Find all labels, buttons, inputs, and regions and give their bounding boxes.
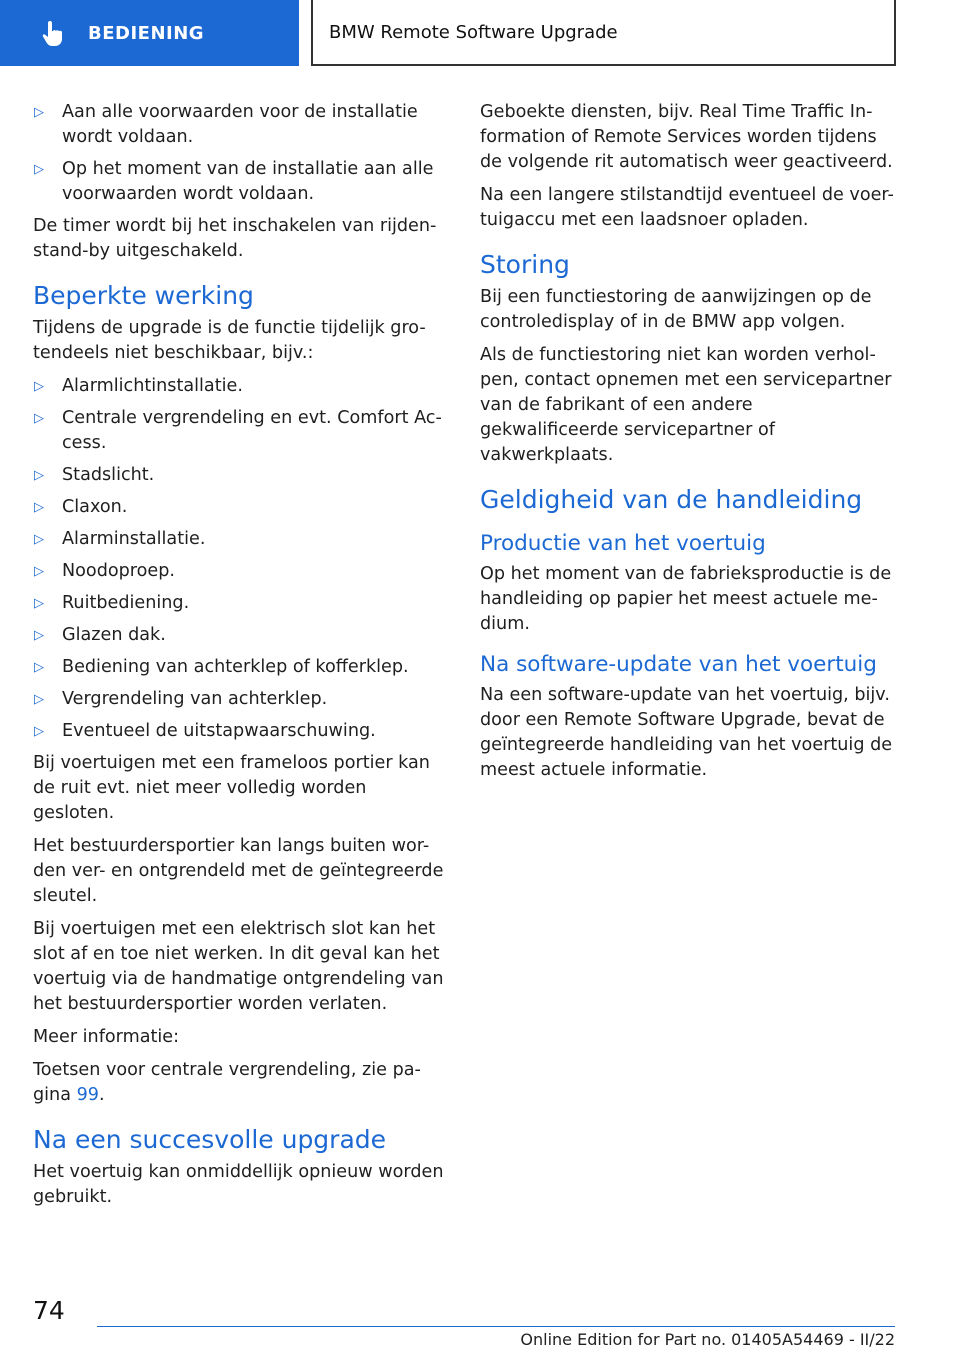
page-title: BMW Remote Software Upgrade [329,21,618,43]
paragraph-frameloos: Bij voertuigen met een frameloos portier kan de ruit evt. niet meer volledig worden gesloten. [33,753,430,823]
conditions-list [33,100,445,207]
triangle-bullet-icon: ▷ [34,692,44,707]
pointing-hand-icon [38,18,68,48]
list-item: ▷ Op het moment van de installatie aan alle voorwaarden wordt voldaan. [34,159,434,204]
paragraph-succes: Het voertuig kan onmiddellijk opnieuw worden gebruikt. [33,1162,444,1207]
paragraph-storing-2: Als de functiestoring niet kan worden verhol-pen, contact opnemen met een servicepartner van de fabrikant of een andere gekwalificeerde servicepartner of vakwerkplaats. [480,345,892,465]
paragraph-software-update: Na een software-update van het voertuig, bijv. door een Remote Software Upgrade, bevat de geïntegreerde handleiding van het voertuig de meest actuele informatie. [480,685,893,780]
list-item: ▷ Noodoproep. [33,559,445,584]
paragraph-toetsen: Toetsen voor centrale vergrendeling, zie pa-gina 99. [33,1060,421,1105]
paragraph-storing-1: Bij een functiestoring de aanwijzingen op de controledisplay of in de BMW app volgen. [480,287,872,332]
heading-beperkte-werking: Beperkte werking [33,281,254,310]
list-item: ▷ Ruitbediening. [33,591,445,616]
heading-succesvolle-upgrade: Na een succesvolle upgrade [33,1125,387,1154]
list-item: ▷ Alarminstallatie. [33,527,445,552]
triangle-bullet-icon: ▷ [34,162,44,177]
list-item: ▷ Claxon. [33,495,445,520]
footer-divider [97,1326,895,1327]
list-item: ▷ Eventueel de uitstapwaarschuwing. [33,719,445,744]
limited-functions-list [33,374,445,744]
heading-software-update: Na software-update van het voertuig [480,652,877,677]
list-item: ▷ Bediening van achterklep of kofferklep. [33,655,445,680]
heading-storing: Storing [480,250,570,279]
paragraph-bestuurdersportier: Het bestuurdersportier kan langs buiten wor-den ver- en ontgrendeld met de geïntegreerde sleutel. [33,836,444,906]
triangle-bullet-icon: ▷ [34,532,44,547]
triangle-bullet-icon: ▷ [34,411,44,426]
section-label: BEDIENING [88,22,205,44]
page-header-box [311,0,896,66]
triangle-bullet-icon: ▷ [34,596,44,611]
triangle-bullet-icon: ▷ [34,105,44,120]
list-item: ▷ Glazen dak. [33,623,445,648]
footer-edition: Online Edition for Part no. 01405A54469 - II/22 [520,1330,895,1349]
triangle-bullet-icon: ▷ [34,724,44,739]
triangle-bullet-icon: ▷ [34,500,44,515]
heading-productie: Productie van het voertuig [480,531,766,556]
page-link-99[interactable]: 99 [76,1085,99,1105]
list-item: ▷ Stadslicht. [33,463,445,488]
left-column [33,100,445,1218]
heading-geldigheid: Geldigheid van de handleiding [480,485,863,514]
right-column [480,100,896,791]
page-number: 74 [33,1296,65,1325]
section-tab[interactable] [0,0,299,66]
list-item: ▷ Aan alle voorwaarden voor de installatie wordt voldaan. [34,102,418,147]
list-item: ▷ Alarmlichtinstallatie. [33,374,445,399]
paragraph-geboekte-diensten: Geboekte diensten, bijv. Real Time Traffic In-formation of Remote Services worden tijdens de volgende rit automatisch weer geactiveerd. [480,102,893,172]
triangle-bullet-icon: ▷ [34,628,44,643]
triangle-bullet-icon: ▷ [34,660,44,675]
paragraph-stilstandtijd: Na een langere stilstandtijd eventueel de voer-tuigaccu met een laadsnoer opladen. [480,185,894,230]
list-item: ▷ Vergrendeling van achterklep. [33,687,445,712]
paragraph-timer: De timer wordt bij het inschakelen van rijden-stand-by uitgeschakeld. [33,216,437,261]
paragraph-elektrisch-slot: Bij voertuigen met een elektrisch slot kan het slot af en toe niet werken. In dit geval kan het voertuig via de handmatige ontgrendeling van het bestuurdersportier worden verlaten. [33,919,444,1014]
triangle-bullet-icon: ▷ [34,379,44,394]
triangle-bullet-icon: ▷ [34,468,44,483]
paragraph-tijdens: Tijdens de upgrade is de functie tijdelijk gro-tendeels niet beschikbaar, bijv.: [33,318,426,363]
triangle-bullet-icon: ▷ [34,564,44,579]
paragraph-meer-informatie: Meer informatie: [33,1027,180,1047]
paragraph-productie: Op het moment van de fabrieksproductie is de handleiding op papier het meest actuele me-dium. [480,564,892,634]
list-item: ▷ Centrale vergrendeling en evt. Comfort Ac-cess. [34,408,442,453]
